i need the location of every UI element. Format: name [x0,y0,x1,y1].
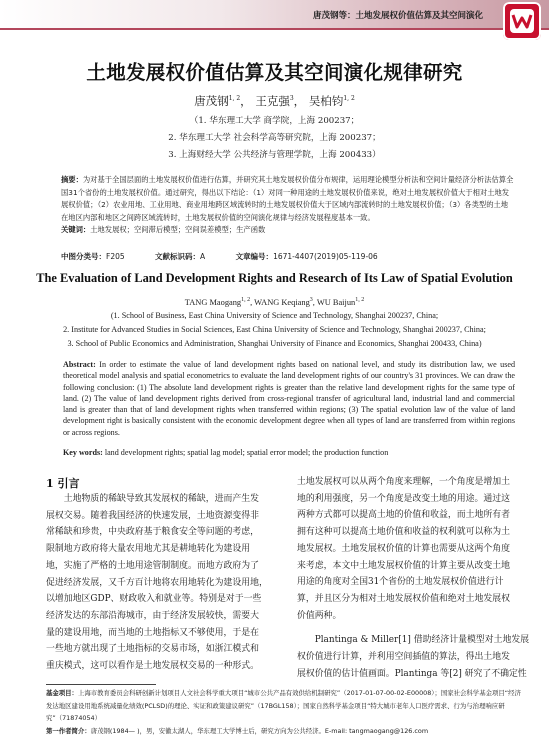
keywords-en-text: land development rights; spatial lag model; spatial error model; the production function [104,448,389,457]
fund-label: 基金项目： [46,689,78,697]
clc-value: F205 [106,252,125,261]
paragraph-line: 地，实施了严格的土地用途管制制度。而地方政府为了 [46,560,259,571]
paragraph-line: 以增加地区GDP、财政收入和就业等。特别是对于一些 [46,594,262,605]
abstract-en [63,359,515,438]
paragraph-line: 重庆模式，这可以看作是土地发展权交易的一种形式。 [46,661,259,672]
article-id-label: 文章编号： [235,252,274,261]
author-affiliation-mark: 3 [309,297,313,303]
paragraph-line: 地的利用强度，另一个角度是改变土地的用途。通过这 [297,493,510,504]
author-name: 唐茂钢 [194,94,229,108]
abstract-cn-text: 为对基于全国层面的土地发展权价值进行估算，并研究其土地发展权价值分布规律，运用理论模型分析法和空间计量经济分析法估算全国31个省份的土地发展权价值。通过研究，得出以下结论：（1）对同一种用途的土地发展权价值来说，绝对土地发展权价值大于相对土地发展权价值；（2）农业用地、工业用地、商业用地跨区域流转时的土地发展权价值大于区域内部流转时的土地发展权价值；（3）各类型的土地在地区内部和地区之间跨区域流转时，土地发展权价值的空间演化规律与经济发展程度基本一致。 [61,175,514,222]
paragraph-line: 土地物质的稀缺导致其发展权的稀缺，进而产生发 [46,494,259,504]
paragraph-line: 权价值进行计算，并利用空间插值的算法，得出土地发 [297,652,510,663]
author-note-text: 唐茂钢(1984— )，男，安徽太湖人，华东理工大学博士后，研究方向为公共经济。E-mail: tangmaogang@126.com [90,726,429,735]
doc-code-value: A [200,252,206,261]
author-name: 吴柏钧 [308,94,344,108]
fund-note [46,687,522,725]
paragraph-line: 来考虑，本文中土地发展权价值的计算主要从改变土地 [297,560,510,571]
paragraph-line: 算，并且区分为相对土地发展权价值和绝对土地发展权 [297,593,510,604]
fund-text: 上海市教育委员会科研创新计划项目人文社会科学重大项目“城市公共产品有效供给机制研究”（2017-01-07-00-02-E00008）；国家社会科学基金项目“经济发达地区建设用地系统减量化绩效(PCLSD)的理论、实证和政策建议研究”（17BGL158）；国家自然科学基金项目“特大城市老年人口医疗需求、行为与治理响应研究”（71874054） [46,689,521,723]
author-affiliation-mark: 3 [289,95,294,103]
author-list-en: TANG Maogang$^{1, 2}$, WANG Keqiang$^3$, WU Baijun$^{1, 2}$ [184,297,365,307]
affiliation-en-2: 2. Institute for Advanced Studies in Social Sciences, East China University of Science and Technology, Shanghai 200237, China; [63,325,486,334]
keywords-cn-text: 土地发展权；空间滞后模型；空间误差模型；生产函数 [90,225,266,234]
paragraph-line: 经济发达的东部沿海城市，由于经济发展较快，需要大 [46,610,259,621]
author-note [46,725,522,738]
header-rule [0,28,549,30]
classification-row [61,251,406,262]
paragraph-line: 展权价值的估计值画面。Plantinga 等[2] 研究了不确定性 [297,668,527,679]
author-name: WU Baijun [316,297,356,307]
running-header [0,0,549,30]
keywords-en-label: Key words: [63,448,103,457]
paragraph-line: Plantinga & Miller[1] 借助经济计量模型对土地发展 [297,635,530,646]
doc-code-label: 文献标识码： [155,252,201,261]
running-title: 唐茂钢等：土地发展权价值估算及其空间演化 [312,11,483,21]
author-affiliation-mark: 1, 2 [343,95,355,103]
journal-logo-icon [503,2,541,40]
paragraph-line: 用途的角度对全国31个省份的土地发展权价值进行计 [297,577,504,588]
paragraph-line: 土地发展权可以从两个角度来理解，一个角度是增加土 [297,477,510,487]
abstract-en-label: Abstract: [63,360,96,369]
author-list-cn: 唐茂钢$^{1, 2}$， 王克强$^3$， 吴柏钧$^{1, 2}$ [194,94,355,108]
paragraph-line: 展权交易。随着我国经济的快速发展，土地资源变得非 [46,510,259,521]
footnote-rule [46,684,156,685]
footnote [46,687,522,737]
paragraph-line: 限制地方政府将大量农用地尤其是耕地转化为建设用 [46,544,251,555]
author-note-label: 第一作者简介： [46,726,91,735]
author-name: 王克强 [255,94,290,108]
affiliation-cn-3: 3. 上海财经大学 公共经济与管理学院，上海 200433） [168,150,381,160]
author-affiliation-mark: 1, 2 [355,297,365,303]
author-affiliation-mark: 1, 2 [241,297,251,303]
paper-title-cn: 土地发展权价值估算及其空间演化规律研究 [86,61,463,84]
body-column-left [46,491,282,675]
article-id-value: 1671-4407(2019)05-119-06 [273,252,378,261]
keywords-en [63,448,515,457]
clc-label: 中图分类号： [61,252,106,261]
paragraph-line: 两种方式都可以提高土地的价值和收益，而土地所有者 [297,510,510,521]
author-name: TANG Maogang [184,297,242,307]
affiliation-cn-1: （1. 华东理工大学 商学院，上海 200237； [189,116,360,126]
abstract-en-text: In order to estimate the value of land development rights based on national level, and study its distribution law, we used theoretical model analysis and spatial econometrics to evaluate the land development rights of our country's 31 provinces. We can draw the following conclusion: (1) The absolute land development rights is greater than the relative land development rights for the same type of land. (2) The value of land development rights derived from cross-regional transfer of agricultural land, industrial land and commercial land is greater than that of land development rights when transferred within regions; (3) The spatial evolution law of the value of land development right is basically consistent with the economic development degree when all types of land are transferred from within regions or across regions. [63,360,515,437]
paper-title-en: The Evaluation of Land Development Rights and Research of Its Law of Spatial Evolution [36,271,513,285]
affiliation-cn-2: 2. 华东理工大学 社会科学高等研究院，上海 200237； [168,133,381,143]
paragraph-line: 量的建设用地，而当地的土地指标又不够使用，于是在 [46,627,259,638]
paragraph-line: 一些地方就出现了土地指标的交易市场，如浙江模式和 [46,644,259,655]
abstract-cn-label: 摘要： [61,175,83,184]
affiliation-en-3: 3. School of Public Economics and Administration, Shanghai University of Finance and Economics, Shanghai 200433, China) [67,339,482,348]
author-name: WANG Keqiang [254,297,310,307]
paragraph-line: 常稀缺和珍贵，中央政府基于粮食安全等问题的考虑， [46,527,259,538]
paragraph-line: 拥有这种可以提高土地价值和收益的权利就可以称为土 [297,527,510,538]
keywords-cn-label: 关键词： [61,225,91,234]
paragraph-line: 地发展权。土地发展权价值的计算也需要从这两个角度 [297,543,510,554]
affiliation-en-1: (1. School of Business, East China University of Science and Technology, Shanghai 200237, China; [110,311,439,320]
author-affiliation-mark: 1, 2 [228,95,241,103]
paragraph-line: 促进经济发展，又千方百计地将农用地转化为建设用地， [46,577,268,588]
section-heading-intro: 1 引言 [46,477,80,490]
paragraph-line: 价值两种。 [297,610,342,621]
abstract-cn [61,174,515,237]
body-column-right [297,474,533,682]
